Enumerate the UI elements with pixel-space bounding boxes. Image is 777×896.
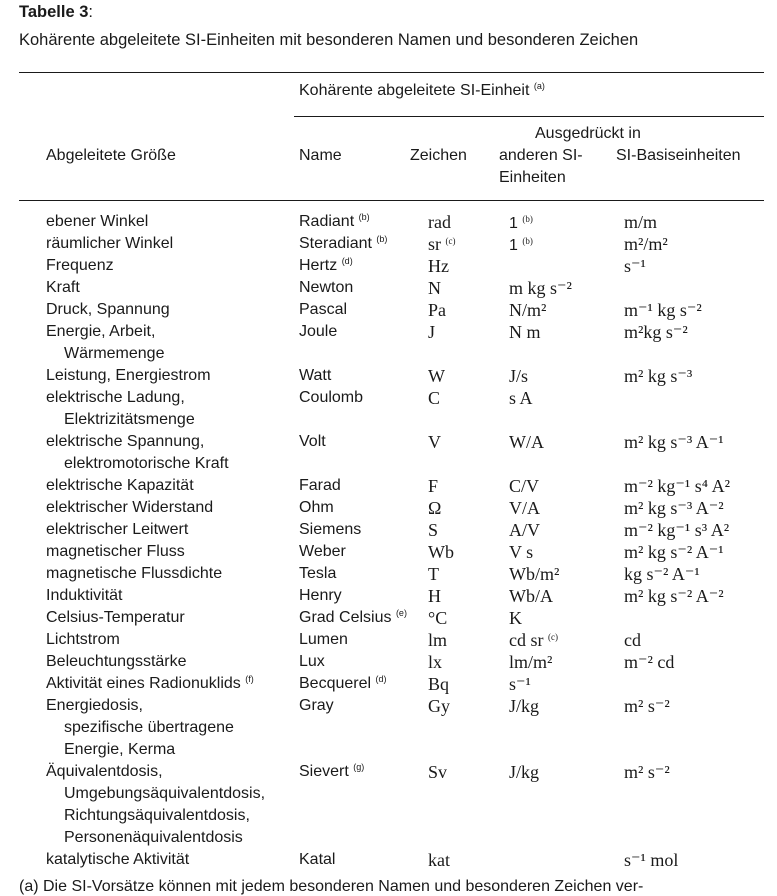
cell-name: [299, 585, 342, 607]
name-note: (b): [376, 234, 388, 244]
quantity-line: Personenäquivalentdosis: [64, 829, 243, 846]
unit-name: Gray: [299, 697, 334, 714]
cell-name: [299, 519, 361, 541]
quantity-line: räumlicher Winkel: [46, 235, 174, 252]
base-units-value: m/m: [624, 212, 658, 232]
cell-other-units: [509, 321, 541, 343]
base-units-value: m² kg s⁻² A⁻¹: [624, 542, 724, 562]
cell-other-units: [509, 475, 539, 497]
unit-name: Farad: [299, 477, 341, 494]
unit-symbol: sr: [428, 234, 441, 254]
cell-base-units: [624, 321, 688, 343]
cell-quantity: [46, 233, 173, 255]
cell-symbol: [428, 519, 438, 541]
cell-quantity: [46, 387, 195, 431]
cell-base-units: [624, 849, 678, 871]
unit-symbol: Ω: [428, 498, 442, 518]
base-units-value: m⁻² kg⁻¹ s⁴ A²: [624, 476, 730, 496]
other-units-value: Wb/A: [509, 586, 553, 606]
quantity-line: elektromotorische Kraft: [64, 455, 229, 472]
cell-quantity: [46, 541, 185, 563]
cell-name: [299, 497, 334, 519]
other-units-value: C/V: [509, 476, 540, 496]
cell-quantity: [46, 849, 189, 871]
cell-name: [299, 277, 353, 299]
quantity-line: magnetischer Fluss: [46, 543, 185, 560]
cell-symbol: [428, 475, 438, 497]
cell-other-units: [509, 563, 559, 585]
cell-name: [299, 673, 387, 695]
cell-base-units: [624, 695, 670, 717]
cell-symbol: [428, 673, 449, 695]
base-units-value: m⁻² cd: [624, 652, 675, 672]
cell-name: [299, 299, 347, 321]
unit-symbol: W: [428, 366, 445, 386]
unit-symbol: lm: [428, 630, 448, 650]
unit-name: Siemens: [299, 521, 362, 538]
cell-symbol: [428, 761, 447, 783]
other-units-value: N m: [509, 322, 541, 342]
table-row: [0, 233, 777, 255]
cell-other-units: [509, 651, 552, 673]
other-units-note: (b): [522, 236, 533, 246]
base-units-value: m² kg s⁻³: [624, 366, 693, 386]
unit-name: Ohm: [299, 499, 334, 516]
other-units-value: V/A: [509, 498, 540, 518]
base-units-value: m²kg s⁻²: [624, 322, 688, 342]
quantity-line: ebener Winkel: [46, 213, 149, 230]
table-row: [0, 299, 777, 321]
cell-other-units: [509, 365, 528, 387]
cell-name: [299, 629, 348, 651]
other-units-value: 1: [509, 215, 518, 232]
table-caption: [19, 3, 93, 22]
cell-name: [299, 475, 341, 497]
table-row: [0, 211, 777, 233]
unit-name: Volt: [299, 433, 326, 450]
cell-quantity: [46, 475, 194, 497]
other-units-value: cd sr: [509, 630, 544, 650]
table-label: Tabelle 3: [19, 3, 89, 21]
unit-name: Tesla: [299, 565, 337, 582]
cell-symbol: [428, 211, 451, 233]
base-units-value: m⁻¹ kg s⁻²: [624, 300, 702, 320]
table-row: [0, 277, 777, 299]
unit-name: Katal: [299, 851, 336, 868]
quantity-line: Elektrizitätsmenge: [64, 411, 195, 428]
table-row: [0, 541, 777, 563]
cell-other-units: [509, 519, 540, 541]
base-units-value: m² kg s⁻² A⁻²: [624, 586, 724, 606]
base-units-value: m² kg s⁻³ A⁻²: [624, 498, 724, 518]
header-symbol: Zeichen: [410, 147, 467, 164]
unit-name: Becquerel: [299, 675, 372, 692]
name-note: (d): [341, 256, 353, 266]
header-other-units-1: anderen SI-: [499, 147, 583, 164]
cell-name: [299, 321, 337, 343]
table-label-colon: :: [88, 3, 93, 21]
cell-base-units: [624, 365, 692, 387]
other-units-note: (c): [548, 632, 558, 642]
unit-symbol: °C: [428, 608, 448, 628]
cell-symbol: [428, 607, 447, 629]
cell-quantity: [46, 277, 80, 299]
other-units-value: A/V: [509, 520, 540, 540]
cell-quantity: [46, 365, 211, 387]
unit-symbol: Hz: [428, 256, 449, 276]
quantity-line: Induktivität: [46, 587, 123, 604]
cell-name: [299, 607, 407, 629]
cell-name: [299, 387, 363, 409]
header-rule: [19, 200, 764, 201]
cell-symbol: [428, 387, 440, 409]
cell-other-units: [509, 541, 533, 563]
header-group-label: Kohärente abgeleitete SI-Einheit: [299, 82, 530, 99]
other-units-value: J/s: [509, 366, 529, 386]
cell-quantity: [46, 497, 213, 519]
unit-symbol: Wb: [428, 542, 454, 562]
cell-name: [299, 233, 387, 255]
quantity-line: Aktivität eines Radionuklids: [46, 675, 241, 692]
cell-name: [299, 255, 353, 277]
cell-symbol: [428, 585, 441, 607]
cell-quantity: [46, 431, 229, 475]
header-group-note: (a): [533, 81, 545, 91]
quantity-line: elektrische Ladung,: [46, 389, 185, 406]
cell-quantity: [46, 629, 120, 651]
quantity-line: Beleuchtungsstärke: [46, 653, 187, 670]
cell-name: [299, 563, 336, 585]
table-row: [0, 651, 777, 673]
cell-name: [299, 761, 364, 783]
cell-symbol: [428, 849, 450, 871]
cell-other-units: [509, 277, 572, 299]
base-units-value: s⁻¹ mol: [624, 850, 679, 870]
cell-symbol: [428, 431, 441, 453]
other-units-value: J/kg: [509, 696, 540, 716]
cell-other-units: [509, 607, 522, 629]
unit-name: Joule: [299, 323, 338, 340]
unit-name: Coulomb: [299, 389, 364, 406]
cell-name: [299, 541, 346, 563]
other-units-value: W/A: [509, 432, 544, 452]
unit-name: Henry: [299, 587, 342, 604]
base-units-value: cd: [624, 630, 641, 650]
other-units-value: N/m²: [509, 300, 547, 320]
unit-symbol: Bq: [428, 674, 450, 694]
cell-quantity: [46, 651, 187, 673]
cell-base-units: [624, 629, 641, 651]
base-units-value: m² kg s⁻³ A⁻¹: [624, 432, 724, 452]
table-row: [0, 585, 777, 607]
cell-quantity: [46, 761, 265, 849]
unit-symbol: H: [428, 586, 441, 606]
table-row: [0, 255, 777, 277]
name-note: (g): [353, 762, 365, 772]
base-units-value: kg s⁻² A⁻¹: [624, 564, 700, 584]
cell-name: [299, 431, 326, 453]
quantity-line: Kraft: [46, 279, 80, 296]
table-subtitle: Kohärente abgeleitete SI-Einheiten mit besonderen Namen und besonderen Zeichen: [19, 31, 639, 49]
unit-name: Grad Celsius: [299, 609, 392, 626]
header-group: [299, 80, 545, 102]
unit-symbol: T: [428, 564, 439, 584]
cell-other-units: [509, 233, 533, 257]
cell-symbol: [428, 365, 445, 387]
table-row: [0, 563, 777, 585]
unit-name: Steradiant: [299, 235, 372, 252]
unit-name: Radiant: [299, 213, 355, 230]
cell-quantity: [46, 211, 148, 233]
cell-other-units: [509, 629, 558, 651]
quantity-note: (f): [245, 674, 254, 684]
header-name: Name: [299, 147, 342, 164]
unit-name: Pascal: [299, 301, 348, 318]
cell-base-units: [624, 431, 724, 453]
cell-other-units: [509, 211, 533, 235]
base-units-value: m⁻² kg⁻¹ s³ A²: [624, 520, 730, 540]
cell-other-units: [509, 695, 539, 717]
cell-name: [299, 365, 331, 387]
quantity-line: Wärmemenge: [64, 345, 165, 362]
cell-quantity: [46, 321, 164, 365]
table-row: [0, 519, 777, 541]
unit-name: Newton: [299, 279, 354, 296]
name-note: (b): [358, 212, 370, 222]
table-row: [0, 695, 777, 761]
cell-other-units: [509, 497, 540, 519]
header-base-units: SI-Basiseinheiten: [616, 147, 741, 164]
cell-name: [299, 695, 334, 717]
table-row: [0, 365, 777, 387]
table-row: [0, 629, 777, 651]
cell-symbol: [428, 233, 456, 255]
cell-symbol: [428, 695, 450, 717]
cell-base-units: [624, 475, 730, 497]
cell-quantity: [46, 673, 254, 695]
cell-base-units: [624, 519, 729, 541]
unit-symbol: F: [428, 476, 439, 496]
quantity-line: Umgebungsäquivalentdosis,: [64, 785, 266, 802]
other-units-value: s⁻¹: [509, 674, 531, 694]
cell-base-units: [624, 761, 670, 783]
cell-base-units: [624, 651, 674, 673]
other-units-note: (b): [522, 214, 533, 224]
quantity-line: Lichtstrom: [46, 631, 120, 648]
cell-other-units: [509, 673, 531, 695]
header-other-units-2: Einheiten: [499, 169, 566, 186]
name-note: (e): [395, 608, 407, 618]
cell-other-units: [509, 431, 544, 453]
quantity-line: Leistung, Energiestrom: [46, 367, 211, 384]
cell-symbol: [428, 497, 441, 519]
unit-name: Hertz: [299, 257, 338, 274]
quantity-line: elektrische Spannung,: [46, 433, 205, 450]
cell-symbol: [428, 629, 447, 651]
base-units-value: m² s⁻²: [624, 696, 670, 716]
unit-symbol: J: [428, 322, 436, 342]
cell-symbol: [428, 541, 454, 563]
quantity-line: Äquivalentdosis,: [46, 763, 163, 780]
cell-quantity: [46, 607, 185, 629]
cell-quantity: [46, 563, 222, 585]
cell-quantity: [46, 695, 234, 761]
base-units-value: s⁻¹: [624, 256, 646, 276]
cell-symbol: [428, 563, 439, 585]
quantity-line: Energiedosis,: [46, 697, 143, 714]
table-row: [0, 673, 777, 695]
unit-symbol: S: [428, 520, 439, 540]
unit-symbol: lx: [428, 652, 443, 672]
unit-symbol: kat: [428, 850, 450, 870]
unit-symbol: N: [428, 278, 441, 298]
cell-base-units: [624, 563, 700, 585]
quantity-line: Frequenz: [46, 257, 114, 274]
cell-base-units: [624, 299, 702, 321]
top-rule: [19, 72, 764, 73]
base-units-value: m²/m²: [624, 234, 668, 254]
quantity-line: spezifische übertragene: [64, 719, 234, 736]
unit-symbol: Pa: [428, 300, 446, 320]
table-row: [0, 321, 777, 365]
cell-base-units: [624, 585, 724, 607]
header-quantity: Abgeleitete Größe: [46, 147, 176, 164]
group-rule: [294, 116, 764, 117]
cell-base-units: [624, 211, 657, 233]
cell-quantity: [46, 255, 114, 277]
other-units-value: lm/m²: [509, 652, 553, 672]
other-units-value: 1: [509, 237, 518, 254]
cell-base-units: [624, 255, 646, 277]
unit-symbol: V: [428, 432, 441, 452]
other-units-value: m kg s⁻²: [509, 278, 572, 298]
table-row: [0, 387, 777, 431]
quantity-line: elektrische Kapazität: [46, 477, 194, 494]
footnote-a: (a) Die SI-Vorsätze können mit jedem besonderen Namen und besonderen Zeichen ver-: [19, 878, 644, 895]
unit-symbol: C: [428, 388, 441, 408]
table-row: [0, 497, 777, 519]
symbol-note: (c): [445, 236, 456, 246]
unit-name: Lumen: [299, 631, 348, 648]
cell-quantity: [46, 585, 122, 607]
other-units-value: Wb/m²: [509, 564, 560, 584]
header-expressed-in: Ausgedrückt in: [535, 125, 641, 142]
table-row: [0, 761, 777, 849]
cell-symbol: [428, 299, 446, 321]
cell-symbol: [428, 321, 435, 343]
unit-name: Watt: [299, 367, 332, 384]
quantity-line: katalytische Aktivität: [46, 851, 190, 868]
base-units-value: m² s⁻²: [624, 762, 670, 782]
unit-name: Lux: [299, 653, 325, 670]
quantity-line: magnetische Flussdichte: [46, 565, 223, 582]
name-note: (d): [375, 674, 387, 684]
cell-name: [299, 651, 325, 673]
cell-quantity: [46, 519, 188, 541]
unit-symbol: rad: [428, 212, 451, 232]
quantity-line: Druck, Spannung: [46, 301, 170, 318]
unit-name: Weber: [299, 543, 346, 560]
quantity-line: elektrischer Widerstand: [46, 499, 214, 516]
quantity-line: Energie, Kerma: [64, 741, 176, 758]
cell-other-units: [509, 299, 546, 321]
cell-base-units: [624, 541, 724, 563]
cell-base-units: [624, 233, 668, 255]
quantity-line: Energie, Arbeit,: [46, 323, 156, 340]
cell-other-units: [509, 761, 539, 783]
cell-base-units: [624, 497, 724, 519]
quantity-line: Richtungsäquivalentdosis,: [64, 807, 250, 824]
other-units-value: J/kg: [509, 762, 540, 782]
unit-symbol: Sv: [428, 762, 448, 782]
cell-other-units: [509, 387, 533, 409]
quantity-line: Celsius-Temperatur: [46, 609, 185, 626]
table-body: [0, 211, 777, 871]
cell-name: [299, 849, 335, 871]
cell-symbol: [428, 277, 441, 299]
quantity-line: elektrischer Leitwert: [46, 521, 189, 538]
other-units-value: V s: [509, 542, 534, 562]
cell-symbol: [428, 651, 442, 673]
table-row: [0, 431, 777, 475]
unit-name: Sievert: [299, 763, 349, 780]
table-row: [0, 849, 777, 871]
cell-name: [299, 211, 370, 233]
other-units-value: K: [509, 608, 522, 628]
table-row: [0, 475, 777, 497]
unit-symbol: Gy: [428, 696, 450, 716]
cell-quantity: [46, 299, 170, 321]
cell-other-units: [509, 585, 553, 607]
cell-symbol: [428, 255, 449, 277]
other-units-value: s A: [509, 388, 533, 408]
table-row: [0, 607, 777, 629]
